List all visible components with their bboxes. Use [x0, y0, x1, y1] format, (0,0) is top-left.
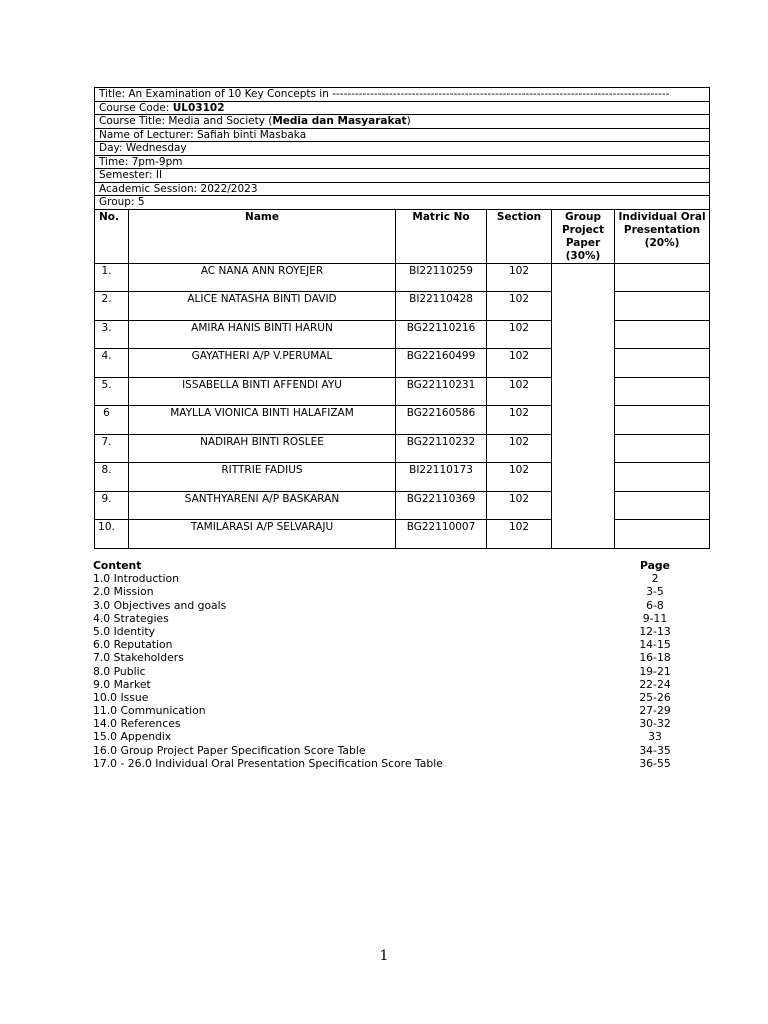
column-header-section: Section	[487, 209, 552, 263]
contents-item-label: 16.0 Group Project Paper Specification Score Table	[93, 743, 366, 757]
student-number: 3.	[95, 320, 129, 349]
oral-score-cell	[615, 377, 710, 406]
contents-item	[93, 585, 683, 598]
column-header-name: Name	[129, 209, 396, 263]
contents-item-label: 1.0 Introduction	[93, 572, 179, 586]
cover-table	[94, 87, 710, 549]
contents-item	[93, 612, 683, 625]
contents-item	[93, 704, 683, 717]
table-row	[95, 406, 710, 435]
day-row	[95, 142, 710, 156]
page-number: 1	[379, 948, 389, 964]
student-section: 102	[487, 434, 552, 463]
student-number: 10.	[95, 520, 129, 549]
table-row	[95, 491, 710, 520]
contents-page-heading: Page	[640, 559, 670, 572]
contents-item-label: 6.0 Reputation	[93, 638, 173, 652]
contents-item	[93, 665, 683, 678]
semester-row	[95, 169, 710, 183]
group-row	[95, 196, 710, 210]
contents-item	[93, 744, 683, 757]
student-name: GAYATHERI A/P V.PERUMAL	[129, 349, 396, 378]
student-section: 102	[487, 349, 552, 378]
student-name: NADIRAH BINTI ROSLEE	[129, 434, 396, 463]
group-text: Group: 5	[95, 196, 710, 210]
group-project-score-cell	[552, 263, 615, 548]
contents-item	[93, 730, 683, 743]
student-matric: BG22110232	[396, 434, 487, 463]
column-header-oral: Individual Oral Presentation (20%)	[615, 209, 710, 263]
student-name: RITTRIE FADIUS	[129, 463, 396, 492]
contents-item-page: 27-29	[639, 704, 671, 718]
contents-list	[93, 559, 683, 770]
title-dashes: -----------------------------------------------------------------------------------------	[332, 88, 670, 100]
contents-item-page: 22-24	[639, 677, 671, 691]
student-name: ISSABELLA BINTI AFFENDI AYU	[129, 377, 396, 406]
student-matric: BG22160586	[396, 406, 487, 435]
table-row	[95, 292, 710, 321]
student-number: 7.	[95, 434, 129, 463]
student-section: 102	[487, 263, 552, 292]
column-header-no: No.	[95, 209, 129, 263]
contents-item-page: 36-55	[639, 756, 671, 770]
student-matric: BG22160499	[396, 349, 487, 378]
contents-item-page: 34-35	[639, 743, 671, 757]
contents-item	[93, 599, 683, 612]
table-row	[95, 349, 710, 378]
day-text: Day: Wednesday	[95, 142, 710, 156]
course-title-end: )	[406, 115, 411, 127]
oral-score-cell	[615, 320, 710, 349]
contents-item	[93, 678, 683, 691]
contents-item	[93, 625, 683, 638]
student-matric: BI22110428	[396, 292, 487, 321]
contents-item-label: 15.0 Appendix	[93, 730, 172, 744]
time-text: Time: 7pm-9pm	[95, 155, 710, 169]
contents-item-label: 5.0 Identity	[93, 624, 155, 638]
contents-item-page: 12-13	[639, 624, 671, 638]
lecturer-row	[95, 128, 710, 142]
student-matric: BG22110216	[396, 320, 487, 349]
student-name: AMIRA HANIS BINTI HARUN	[129, 320, 396, 349]
contents-item	[93, 717, 683, 730]
title-row	[95, 88, 710, 102]
oral-score-cell	[615, 520, 710, 549]
student-number: 8.	[95, 463, 129, 492]
contents-item-page: 16-18	[639, 651, 671, 665]
course-title-bold: Media dan Masyarakat	[272, 115, 407, 127]
course-code: UL03102	[172, 101, 225, 114]
contents-item-page: 33	[648, 730, 662, 744]
contents-item-label: 14.0 References	[93, 717, 181, 731]
oral-score-cell	[615, 463, 710, 492]
contents-item-label: 17.0 - 26.0 Individual Oral Presentation Specification Score Table	[93, 756, 443, 770]
course-title-row	[95, 115, 710, 129]
oral-score-cell	[615, 434, 710, 463]
table-row	[95, 263, 710, 292]
table-row	[95, 520, 710, 549]
contents-items	[93, 572, 683, 770]
oral-score-cell	[615, 406, 710, 435]
contents-heading: Content	[93, 559, 142, 572]
column-header-matric: Matric No	[396, 209, 487, 263]
contents-item-page: 30-32	[639, 717, 671, 731]
oral-score-cell	[615, 491, 710, 520]
contents-item-label: 9.0 Market	[93, 677, 151, 691]
contents-item-page: 2	[651, 572, 659, 586]
table-row	[95, 320, 710, 349]
student-name: ALICE NATASHA BINTI DAVID	[129, 292, 396, 321]
session-text: Academic Session: 2022/2023	[95, 182, 710, 196]
oral-score-cell	[615, 349, 710, 378]
semester-text: Semester: II	[95, 169, 710, 183]
lecturer-text: Name of Lecturer: Safiah binti Masbaka	[95, 128, 710, 142]
contents-item-page: 6-8	[646, 598, 664, 612]
contents-item-label: 2.0 Mission	[93, 585, 154, 599]
student-section: 102	[487, 463, 552, 492]
contents-item-label: 11.0 Communication	[93, 704, 206, 718]
student-matric: BG22110007	[396, 520, 487, 549]
column-header-group-project: Group Project Paper (30%)	[552, 209, 615, 263]
student-section: 102	[487, 377, 552, 406]
student-section: 102	[487, 320, 552, 349]
student-matric: BI22110173	[396, 463, 487, 492]
oral-score-cell	[615, 292, 710, 321]
title-label: Title: An Examination of 10 Key Concepts in	[99, 88, 333, 100]
student-matric: BG22110369	[396, 491, 487, 520]
session-row	[95, 182, 710, 196]
contents-item-page: 3-5	[646, 585, 664, 599]
table-header-row	[95, 209, 710, 263]
contents-item-label: 7.0 Stakeholders	[93, 651, 184, 665]
student-name: TAMILARASI A/P SELVARAJU	[129, 520, 396, 549]
student-section: 102	[487, 520, 552, 549]
table-row	[95, 377, 710, 406]
student-number: 1.	[95, 263, 129, 292]
contents-item	[93, 691, 683, 704]
student-number: 2.	[95, 292, 129, 321]
student-number: 5.	[95, 377, 129, 406]
student-section: 102	[487, 292, 552, 321]
contents-item-page: 9-11	[642, 611, 668, 625]
contents-item-label: 3.0 Objectives and goals	[93, 598, 227, 612]
contents-item-label: 4.0 Strategies	[93, 611, 169, 625]
student-number: 4.	[95, 349, 129, 378]
contents-item-label: 10.0 Issue	[93, 690, 149, 704]
time-row	[95, 155, 710, 169]
contents-item	[93, 651, 683, 664]
contents-item	[93, 638, 683, 651]
contents-item-page: 14-15	[639, 638, 671, 652]
contents-item	[93, 757, 683, 770]
student-number: 9.	[95, 491, 129, 520]
table-row	[95, 463, 710, 492]
table-row	[95, 434, 710, 463]
contents-header	[93, 559, 683, 572]
oral-score-cell	[615, 263, 710, 292]
student-matric: BG22110231	[396, 377, 487, 406]
course-title-label: Course Title: Media and Society (	[99, 115, 273, 127]
student-number: 6	[95, 406, 129, 435]
student-section: 102	[487, 491, 552, 520]
student-matric: BI22110259	[396, 263, 487, 292]
course-code-row	[95, 101, 710, 115]
student-name: AC NANA ANN ROYEJER	[129, 263, 396, 292]
course-code-label: Course Code:	[99, 101, 173, 114]
contents-item-label: 8.0 Public	[93, 664, 146, 678]
student-name: SANTHYARENI A/P BASKARAN	[129, 491, 396, 520]
student-name: MAYLLA VIONICA BINTI HALAFIZAM	[129, 406, 396, 435]
contents-item	[93, 572, 683, 585]
contents-item-page: 25-26	[639, 690, 671, 704]
student-section: 102	[487, 406, 552, 435]
contents-item-page: 19-21	[639, 664, 671, 678]
